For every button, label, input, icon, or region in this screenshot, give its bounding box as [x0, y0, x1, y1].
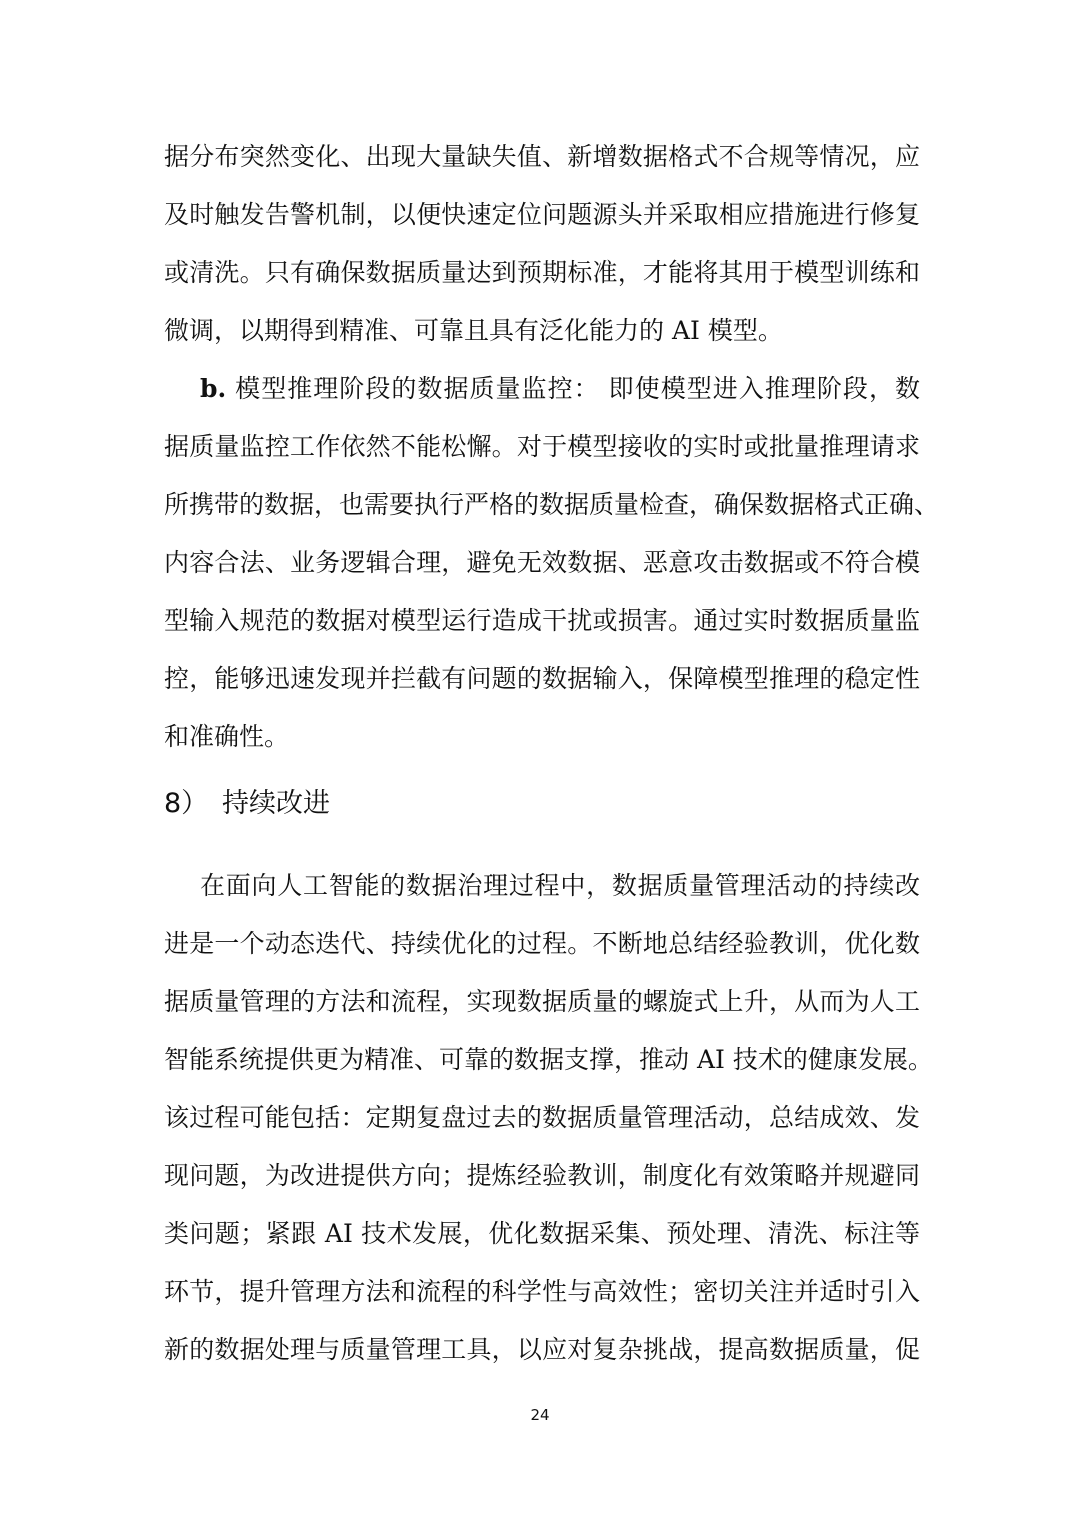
- paragraph-2-line-3: 所携带的数据，也需要执行严格的数据质量检查，确保数据格式正确、: [164, 490, 940, 519]
- paragraph-3-line-9: 新的数据处理与质量管理工具，以应对复杂挑战，提高数据质量，促: [164, 1335, 920, 1364]
- paragraph-2-line-4: 内容合法、业务逻辑合理，避免无效数据、恶意攻击数据或不符合模: [164, 548, 920, 577]
- paragraph-1-line-2: 及时触发告警机制，以便快速定位问题源头并采取相应措施进行修复: [164, 200, 920, 229]
- section-heading-title: 持续改进: [222, 788, 330, 819]
- paragraph-3-line-4: 智能系统提供更为精准、可靠的数据支撑，推动 AI 技术的健康发展。: [164, 1045, 933, 1074]
- paragraph-3-line-6: 现问题，为改进提供方向；提炼经验教训，制度化有效策略并规避同: [164, 1161, 920, 1190]
- paragraph-2-line-6: 控，能够迅速发现并拦截有问题的数据输入，保障模型推理的稳定性: [164, 664, 920, 693]
- paragraph-3-line-7: 类问题；紧跟 AI 技术发展，优化数据采集、预处理、清洗、标注等: [164, 1219, 920, 1248]
- paragraph-2-line-7: 和准确性。: [164, 722, 290, 751]
- paragraph-2-line-5: 型输入规范的数据对模型运行造成干扰或损害。通过实时数据质量监: [164, 606, 920, 635]
- paragraph-2-line-1: [164, 360, 920, 418]
- section-heading-number: 8）: [164, 788, 209, 819]
- paragraph-1-line-1: 据分布突然变化、出现大量缺失值、新增数据格式不合规等情况，应: [164, 142, 920, 171]
- paragraph-3-line-2: 进是一个动态迭代、持续优化的过程。不断地总结经验教训，优化数: [164, 929, 920, 958]
- paragraph-3-line-8: 环节，提升管理方法和流程的科学性与高效性；密切关注并适时引入: [164, 1277, 920, 1306]
- paragraph-3-line-3: 据质量管理的方法和流程，实现数据质量的螺旋式上升，从而为人工: [164, 987, 920, 1016]
- upper-text-block: [164, 128, 940, 766]
- paragraph-1-line-3: 或清洗。只有确保数据质量达到预期标准，才能将其用于模型训练和: [164, 258, 920, 287]
- page-number: 24: [530, 1406, 550, 1424]
- paragraph-1-line-4: 微调，以期得到精准、可靠且具有泛化能力的 AI 模型。: [164, 316, 783, 345]
- paragraph-3-line-5: 该过程可能包括：定期复盘过去的数据质量管理活动，总结成效、发: [164, 1103, 920, 1132]
- paragraph-2-first-line-text: 模型推理阶段的数据质量监控： 即使模型进入推理阶段，数: [235, 374, 920, 403]
- lower-text-block: [164, 857, 933, 1379]
- paragraph-3-line-1: 在面向人工智能的数据治理过程中，数据质量管理活动的持续改: [200, 871, 920, 900]
- paragraph-2-line-2: 据质量监控工作依然不能松懈。对于模型接收的实时或批量推理请求: [164, 432, 920, 461]
- section-heading: [164, 780, 330, 828]
- paragraph-2-lead-label: b.: [200, 374, 227, 403]
